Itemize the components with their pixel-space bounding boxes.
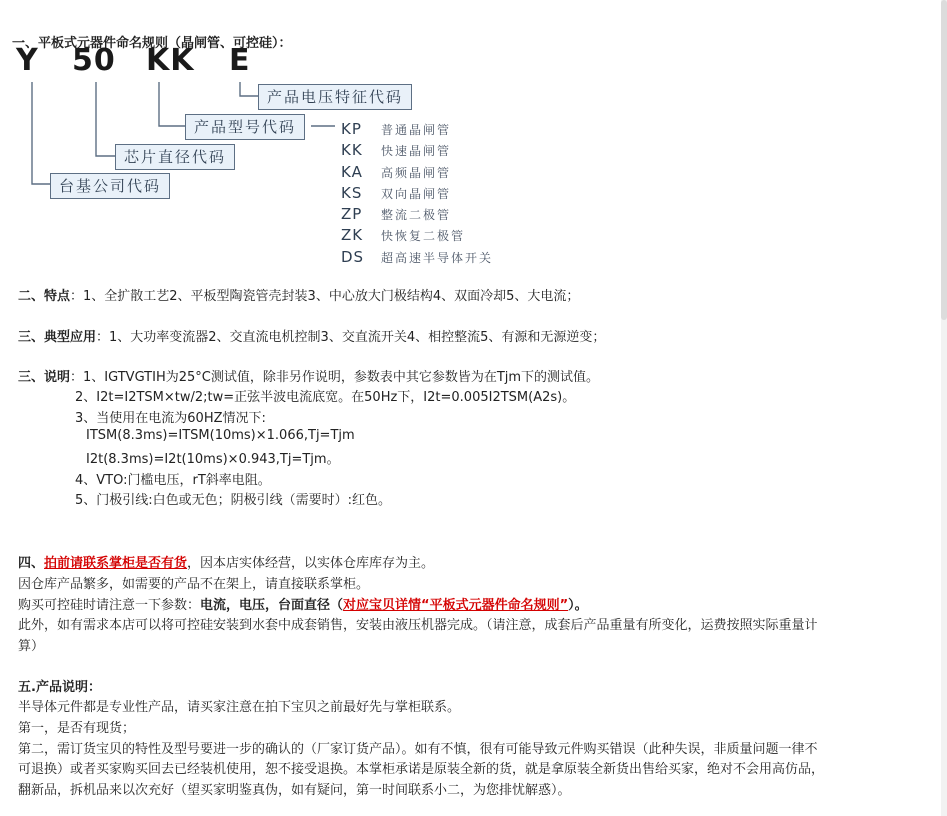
- features-line: [18, 285, 579, 304]
- notes-line-1: [18, 366, 599, 385]
- features-label: 二、特点: [18, 289, 71, 304]
- model-code-box: 产品型号代码: [185, 114, 305, 140]
- type-code-list: [341, 119, 493, 268]
- type-desc: 普通晶闸管: [381, 123, 452, 137]
- contact-line-3: [18, 594, 588, 613]
- type-code: ZK: [341, 226, 364, 245]
- company-code-box: 台基公司代码: [50, 173, 170, 199]
- contact-params-bold: 电流，电压，台面直径（: [200, 598, 344, 613]
- type-code: KK: [341, 141, 363, 160]
- type-code: ZP: [341, 205, 363, 224]
- product-desc-line-5: 翻新品，拆机品来以次充好（望买家明鉴真伪，如有疑问，第一时间联系小二，为您排忧解惑）。: [18, 783, 571, 798]
- applications-line: [18, 326, 605, 345]
- notes-line-6: 4、VTO:门槛电压，rT斜率电阻。: [75, 473, 271, 488]
- type-row: [341, 162, 493, 183]
- chip-code-box: 芯片直径代码: [115, 144, 235, 170]
- notes-text-1: ：1、IGTVGTIH为25°C测试值，除非另作说明，参数表中其它参数皆为在Tjm下的测试值。: [70, 370, 600, 385]
- type-desc: 双向晶闸管: [381, 186, 452, 201]
- contact-text-3: 购买可控硅时请注意一下参数：: [18, 598, 201, 613]
- applications-text: ：1、大功率变流器2、交直流电机控制3、交直流开关4、相控整流5、有源和无源逆变；: [96, 330, 606, 345]
- type-code: KS: [341, 183, 363, 202]
- product-desc-line-1: 半导体元件都是专业性产品，请买家注意在拍下宝贝之前最好先与掌柜联系。: [18, 700, 461, 715]
- product-desc-line-2: 第一，是否有现货；: [18, 721, 136, 736]
- notes-line-7: 5、门极引线:白色或无色；阴极引线（需要时）:红色。: [75, 493, 392, 508]
- notes-line-2: 2、I2t=I2TSM×tw/2;tw=正弦半波电流底宽。在50Hz下，I2t=0.005I2TSM(A2s)。: [75, 390, 576, 405]
- type-row: [341, 204, 493, 225]
- type-code: KA: [341, 162, 363, 181]
- contact-params-end: ）。: [568, 598, 588, 613]
- product-desc-title: 五.产品说明：: [18, 680, 101, 695]
- contact-line-1: [18, 552, 434, 571]
- type-row: [341, 140, 493, 161]
- notes-line-5: I2t(8.3ms)=I2t(10ms)×0.943,Tj=Tjm。: [86, 452, 340, 467]
- type-desc: 快速晶闸管: [381, 144, 452, 159]
- type-row: [341, 183, 493, 204]
- type-desc: 超高速半导体开关: [381, 250, 494, 265]
- contact-seller-link[interactable]: 拍前请联系掌柜是否有货: [44, 556, 188, 571]
- applications-label: 三、典型应用: [18, 330, 97, 345]
- code-part-e: E: [229, 43, 251, 78]
- code-part-kk: KK: [146, 43, 195, 78]
- voltage-code-box: 产品电压特征代码: [258, 84, 412, 110]
- section1-title: 一、平板式元器件命名规则（晶闸管、可控硅）：: [12, 36, 292, 51]
- contact-line-4: 此外，如有需求本店可以将可控硅安装到水套中成套销售，安装由液压机器完成。（请注意，成套后产品重量有所变化，运费按照实际重量计: [18, 618, 818, 633]
- product-desc-line-4: 可退换）或者买家购买回去已经装机使用，恕不接受退换。本掌柜承诺是原装全新的货，就是拿原装全新货出售给买家，绝对不会用高仿品，: [18, 762, 825, 777]
- code-part-50: 50: [72, 43, 116, 78]
- scrollbar-thumb[interactable]: [941, 0, 947, 320]
- notes-line-4: ITSM(8.3ms)=ITSM(10ms)×1.066,Tj=Tjm: [86, 428, 355, 443]
- contact-line-2: 因仓库产品繁多，如需要的产品不在架上，请直接联系掌柜。: [18, 577, 370, 592]
- type-row: [341, 247, 493, 268]
- type-desc: 快恢复二极管: [381, 229, 466, 244]
- type-desc: 高频晶闸管: [381, 165, 452, 180]
- features-text: ：1、全扩散工艺2、平板型陶瓷管壳封装3、中心放大门极结构4、双面冷却5、大电流；: [70, 289, 580, 304]
- notes-line-3: 3、当使用在电流为60HZ情况下:: [75, 411, 266, 426]
- type-row: [341, 119, 493, 140]
- naming-rule-link[interactable]: 对应宝贝详情“平板式元器件命名规则”: [343, 598, 569, 613]
- code-part-y: Y: [16, 43, 39, 78]
- type-desc: 整流二极管: [381, 208, 452, 223]
- contact-line-5: 算）: [18, 639, 45, 654]
- notes-label: 三、说明: [18, 370, 71, 385]
- contact-label: 四、: [18, 556, 45, 571]
- type-code: KP: [341, 120, 362, 138]
- type-row: [341, 225, 493, 246]
- contact-text-1: ，因本店实体经营，以实体仓库库存为主。: [187, 556, 435, 571]
- type-code: DS: [341, 247, 365, 266]
- vertical-scrollbar[interactable]: [941, 0, 947, 816]
- product-desc-line-3: 第二，需订货宝贝的特性及型号要进一步的确认的（厂家订货产品）。如有不慎，很有可能导致元件购买错误（此种失误，非质量问题一律不: [18, 742, 818, 757]
